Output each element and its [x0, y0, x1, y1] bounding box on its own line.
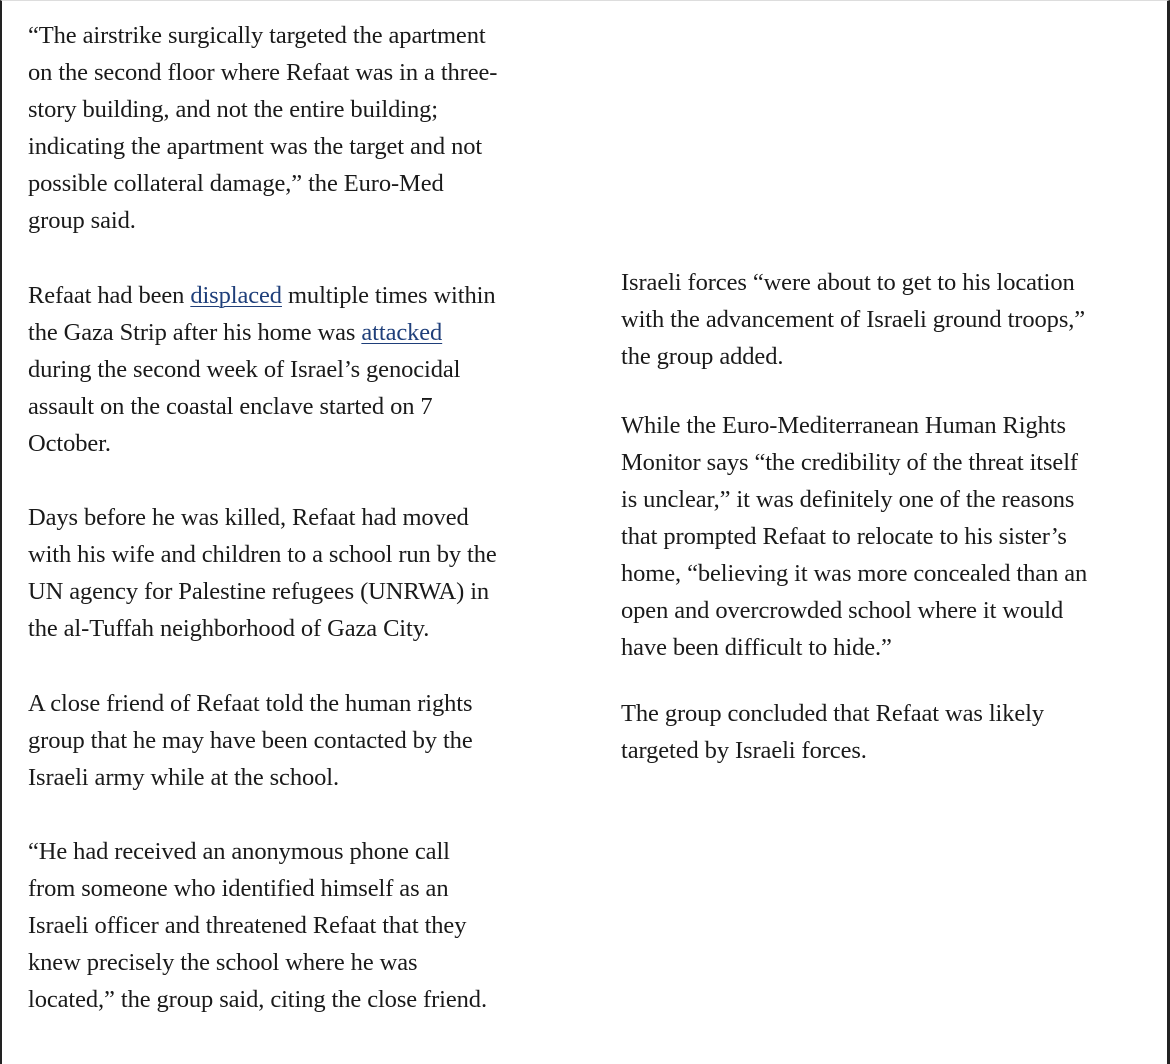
- text-line: that prompted Refaat to relocate to his sister’s: [621, 523, 1067, 550]
- text-line: have been difficult to hide.”: [621, 634, 892, 661]
- text-line: [28, 277, 495, 314]
- text-line: story building, and not the entire building;: [28, 96, 439, 123]
- text-fragment: Refaat had been: [28, 282, 191, 309]
- text-line: The group concluded that Refaat was likely: [621, 700, 1045, 727]
- text-fragment: multiple times within: [281, 282, 496, 309]
- text-line: Monitor says “the credibility of the threat itself: [621, 449, 1078, 476]
- paragraph-phone-call-quote: [28, 833, 487, 1018]
- text-line: “The airstrike surgically targeted the apartment: [28, 22, 486, 49]
- link-displaced[interactable]: displaced: [190, 282, 282, 309]
- text-line: open and overcrowded school where it would: [621, 597, 1064, 624]
- text-fragment: the Gaza Strip after his home was: [28, 319, 362, 346]
- text-line: [28, 314, 495, 351]
- paragraph-school-move: [28, 499, 497, 647]
- link-attacked[interactable]: attacked: [361, 319, 443, 346]
- text-line: group said.: [28, 207, 136, 234]
- text-line: Days before he was killed, Refaat had moved: [28, 504, 469, 531]
- paragraph-credibility: [621, 407, 1087, 666]
- text-line: possible collateral damage,” the Euro-Med: [28, 170, 444, 197]
- text-line: located,” the group said, citing the close friend.: [28, 986, 487, 1013]
- text-line: knew precisely the school where he was: [28, 949, 418, 976]
- text-line: with the advancement of Israeli ground troops,”: [621, 306, 1086, 333]
- text-line: targeted by Israeli forces.: [621, 737, 867, 764]
- paragraph-ground-troops: [621, 264, 1085, 375]
- text-line: during the second week of Israel’s genocidal: [28, 356, 461, 383]
- text-line: Israeli officer and threatened Refaat that they: [28, 912, 467, 939]
- text-line: from someone who identified himself as an: [28, 875, 449, 902]
- text-line: indicating the apartment was the target and not: [28, 133, 483, 160]
- paragraph-close-friend: [28, 685, 473, 796]
- text-line: UN agency for Palestine refugees (UNRWA) in: [28, 578, 490, 605]
- text-line: A close friend of Refaat told the human rights: [28, 690, 473, 717]
- text-line: home, “believing it was more concealed than an: [621, 560, 1088, 587]
- text-line: the al-Tuffah neighborhood of Gaza City.: [28, 615, 430, 642]
- text-line: While the Euro-Mediterranean Human Rights: [621, 412, 1066, 439]
- text-line: Israeli army while at the school.: [28, 764, 340, 791]
- text-line: group that he may have been contacted by the: [28, 727, 473, 754]
- paragraph-conclusion: [621, 695, 1044, 769]
- text-line: with his wife and children to a school run by the: [28, 541, 497, 568]
- paragraph-airstrike-quote: [28, 17, 497, 239]
- text-line: on the second floor where Refaat was in a three-: [28, 59, 498, 86]
- text-line: October.: [28, 430, 111, 457]
- text-line: “He had received an anonymous phone call: [28, 838, 450, 865]
- text-line: is unclear,” it was definitely one of the reasons: [621, 486, 1075, 513]
- text-line: assault on the coastal enclave started on 7: [28, 393, 433, 420]
- paragraph-displaced: [28, 277, 495, 462]
- text-line: the group added.: [621, 343, 784, 370]
- text-line: Israeli forces “were about to get to his location: [621, 269, 1075, 296]
